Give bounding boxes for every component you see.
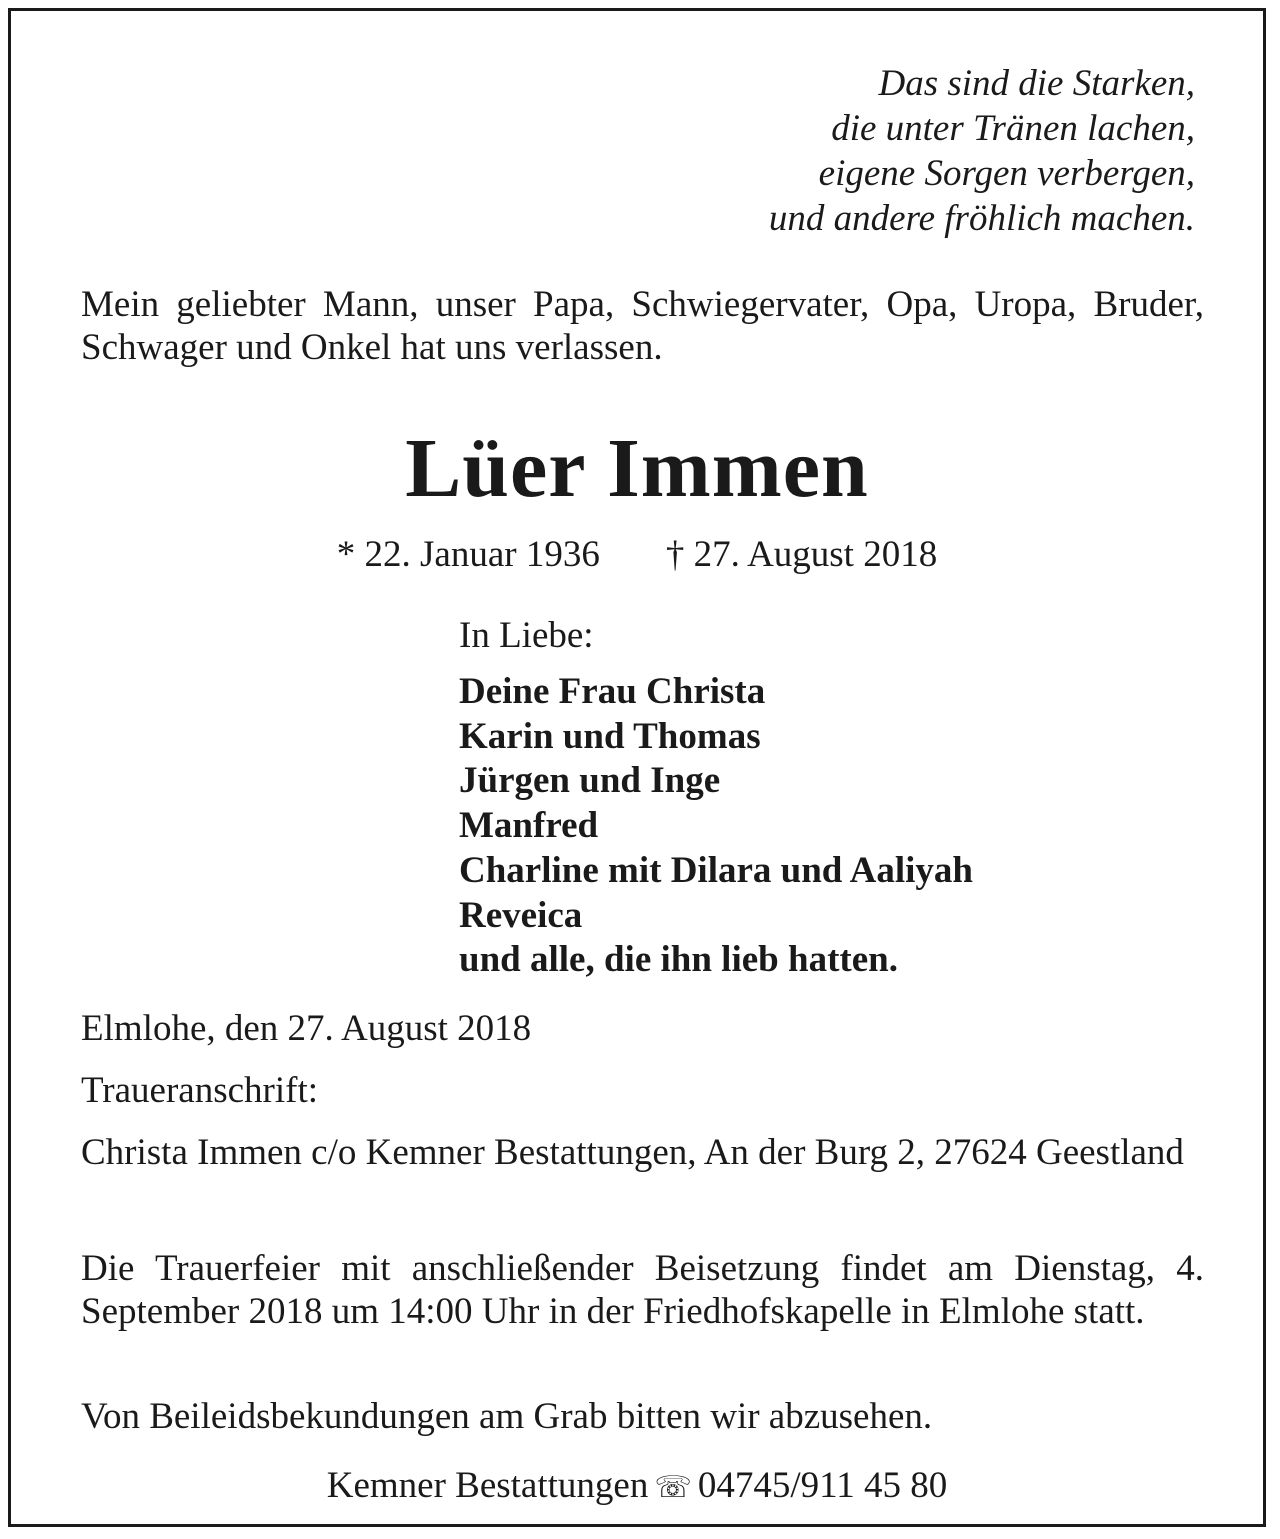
mourners-label: In Liebe: — [459, 615, 594, 656]
address-label: Traueranschrift: — [81, 1070, 319, 1111]
deceased-name: Lüer Immen — [405, 422, 869, 515]
life-dates — [11, 532, 1263, 578]
intro-text: Mein geliebter Mann, unser Papa, Schwiegervater, Opa, Uropa, Bruder, Schwager und Onkel hat uns verlassen. — [81, 284, 1204, 368]
mourners-list — [459, 670, 973, 983]
undertaker-contact — [11, 1463, 1263, 1511]
undertaker-name: Kemner Bestattungen — [326, 1465, 649, 1506]
mourner-name: Charline mit Dilara und Aaliyah — [459, 849, 973, 891]
motto-line: Das sind die Starken, — [878, 63, 1195, 104]
mourner-name: Manfred — [459, 805, 599, 847]
motto-poem — [769, 61, 1195, 241]
mourner-name: und alle, die ihn lieb hatten. — [459, 939, 898, 981]
motto-line: die unter Tränen lachen, — [831, 108, 1195, 149]
place-date: Elmlohe, den 27. August 2018 — [81, 1008, 532, 1049]
address-text: Christa Immen c/o Kemner Bestattungen, An der Burg 2, 27624 Geestland — [81, 1132, 1184, 1173]
birth-date: * 22. Januar 1936 — [336, 534, 600, 575]
mourner-name: Karin und Thomas — [459, 715, 761, 757]
phone-icon: ☏ — [654, 1470, 692, 1505]
mourner-name: Deine Frau Christa — [459, 671, 766, 712]
ceremony-text: Die Trauerfeier mit anschließender Beisetzung findet am Dienstag, 4. September 2018 um 14:00 Uhr in der Friedhofskapelle in Elmlohe statt. — [81, 1248, 1204, 1332]
motto-line: eigene Sorgen verbergen, — [818, 153, 1195, 194]
death-date: † 27. August 2018 — [665, 534, 938, 575]
obituary-notice — [8, 8, 1266, 1527]
undertaker-phone: 04745/911 45 80 — [697, 1465, 948, 1506]
mourner-name: Jürgen und Inge — [459, 760, 721, 802]
condolence-request: Von Beileidsbekundungen am Grab bitten wir abzusehen. — [81, 1396, 933, 1437]
mourner-name: Reveica — [459, 894, 583, 936]
motto-line: und andere fröhlich machen. — [768, 198, 1195, 239]
